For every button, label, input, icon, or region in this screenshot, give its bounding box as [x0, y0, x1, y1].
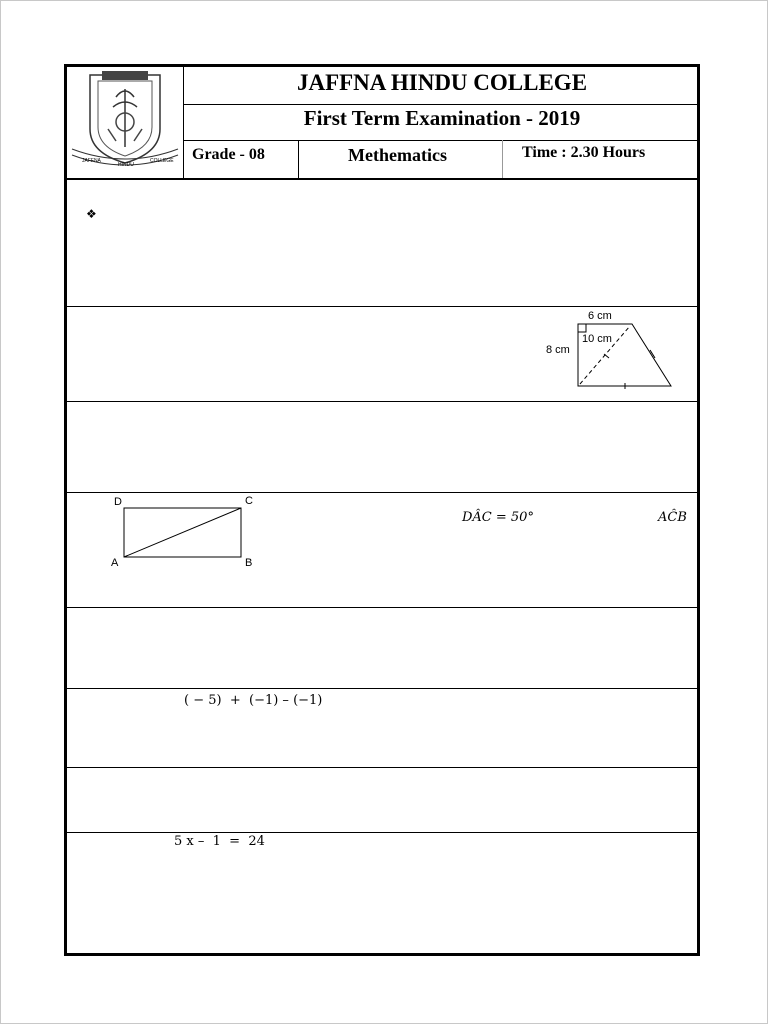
subtitle-underline: [184, 140, 698, 141]
trapezium-top-label: 6 cm: [588, 310, 612, 322]
crest-caption-left: JAFFNA: [82, 158, 101, 164]
given-angle: DÂC = 50°: [462, 510, 534, 525]
linear-equation: 5 x – 1 = 24: [174, 834, 265, 849]
grade-label: Grade - 08: [192, 146, 265, 163]
time-label: Time : 2.30 Hours: [522, 144, 646, 161]
section-separator: [67, 306, 699, 307]
school-name: JAFFNA HINDU COLLEGE: [296, 70, 588, 95]
section-separator: [67, 832, 699, 833]
exam-title: First Term Examination - 2019: [303, 106, 581, 130]
bullet-icon: ❖: [86, 207, 97, 221]
crest-caption-mid: HINDU: [118, 162, 134, 168]
trapezium-diagram: [540, 308, 680, 398]
vertex-a-label: A: [111, 557, 119, 569]
section-separator: [67, 607, 699, 608]
trapezium-diagonal-label: 10 cm: [582, 333, 612, 345]
integer-expression: ( − 5) + (−1) – (−1): [184, 693, 323, 708]
grade-divider: [298, 140, 299, 178]
vertex-b-label: B: [245, 557, 253, 569]
section-separator: [67, 767, 699, 768]
vertex-c-label: C: [245, 495, 253, 507]
college-crest-icon: [68, 67, 182, 178]
rectangle-diagram: [108, 492, 258, 570]
section-separator: [67, 401, 699, 402]
subject-divider: [502, 140, 503, 178]
logo-divider: [183, 67, 184, 178]
vertex-d-label: D: [114, 496, 122, 508]
trapezium-left-label: 8 cm: [546, 344, 570, 356]
section-separator: [67, 688, 699, 689]
crest-caption-right: COLLEGE: [150, 158, 174, 164]
title-underline: [184, 104, 698, 105]
asked-angle: AĈB: [658, 510, 687, 525]
subject-label: Methematics: [348, 145, 447, 165]
header-bottom-line: [67, 178, 699, 180]
